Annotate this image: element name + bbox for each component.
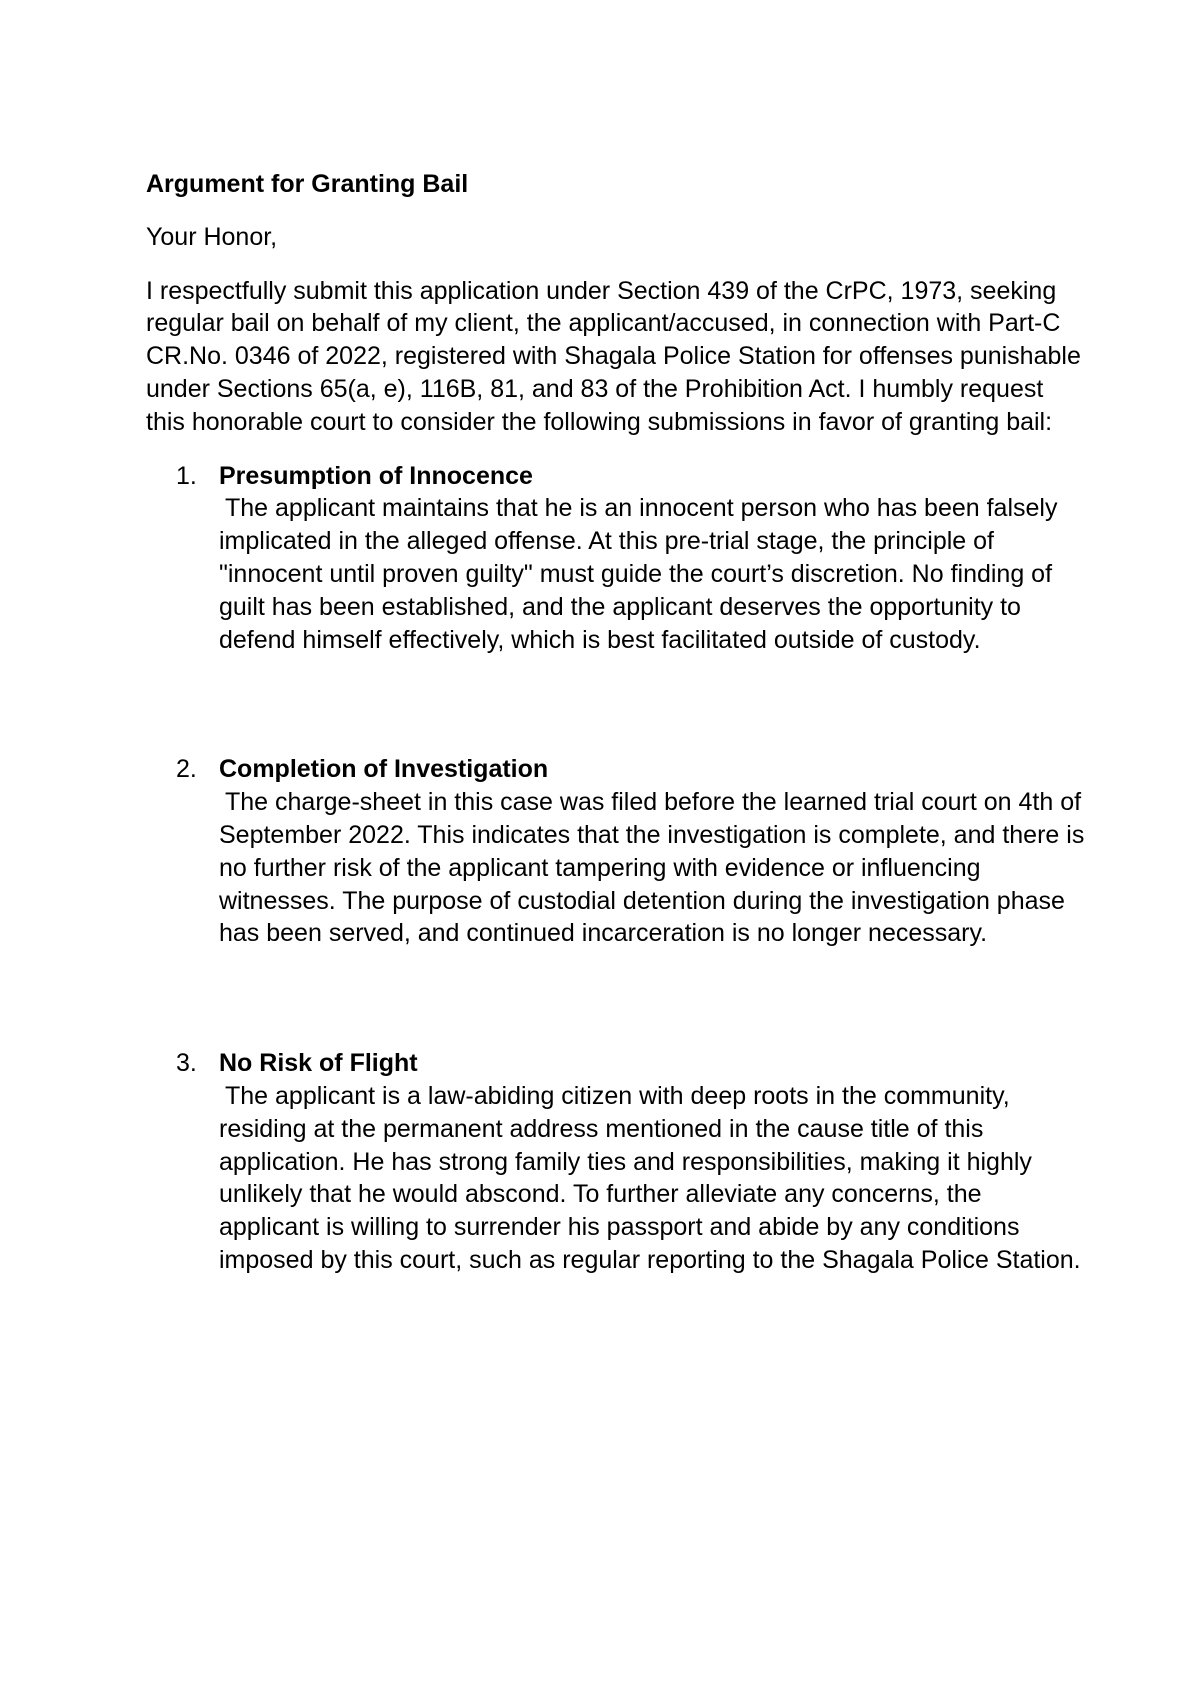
- document-title: Argument for Granting Bail: [146, 170, 469, 198]
- submission-body: The charge-sheet in this case was filed before the learned trial court on 4th of September 2022. This indicates that the investigation is complete, and there is no further risk of the applicant tampering with evidence or influencing witnesses. The purpose of custodial detention during the investigation phase has been served, and continued incarceration is no longer necessary.: [219, 788, 1085, 948]
- submission-number: 3.: [176, 1049, 197, 1078]
- submission-body: The applicant is a law-abiding citizen with deep roots in the community, residing at the permanent address mentioned in the cause title of this application. He has strong family ties and responsibilities, making it highly unlikely that he would abscond. To further alleviate any concerns, the applicant is willing to surrender his passport and abide by any conditions imposed by this court, such as regular reporting to the Shagala Police Station.: [219, 1081, 1081, 1274]
- submission-item-presumption-of-innocence: [146, 460, 1086, 657]
- submission-heading: Completion of Investigation: [219, 755, 549, 784]
- submission-number: 1.: [176, 461, 197, 490]
- salutation: Your Honor,: [146, 222, 278, 251]
- submission-item-no-risk-of-flight: [146, 1047, 1086, 1277]
- submission-list: [146, 460, 1086, 1277]
- submission-heading: No Risk of Flight: [219, 1049, 418, 1078]
- intro-paragraph: I respectfully submit this application under Section 439 of the CrPC, 1973, seeking regular bail on behalf of my client, the applicant/accused, in connection with Part-C CR.No. 0346 of 2022, registered with Shagala Police Station for offenses punishable under Sections 65(a, e), 116B, 81, and 83 of the Prohibition Act. I humbly request this honorable court to consider the following submissions in favor of granting bail:: [146, 276, 1081, 436]
- submission-item-completion-of-investigation: [146, 753, 1086, 950]
- submission-heading: Presumption of Innocence: [219, 461, 533, 490]
- submission-body: The applicant maintains that he is an innocent person who has been falsely implicated in the alleged offense. At this pre-trial stage, the principle of "innocent until proven guilty" must guide the court’s discretion. No finding of guilt has been established, and the applicant deserves the opportunity to defend himself effectively, which is best facilitated outside of custody.: [219, 494, 1058, 654]
- submission-number: 2.: [176, 755, 197, 784]
- document-content: [146, 168, 1086, 1277]
